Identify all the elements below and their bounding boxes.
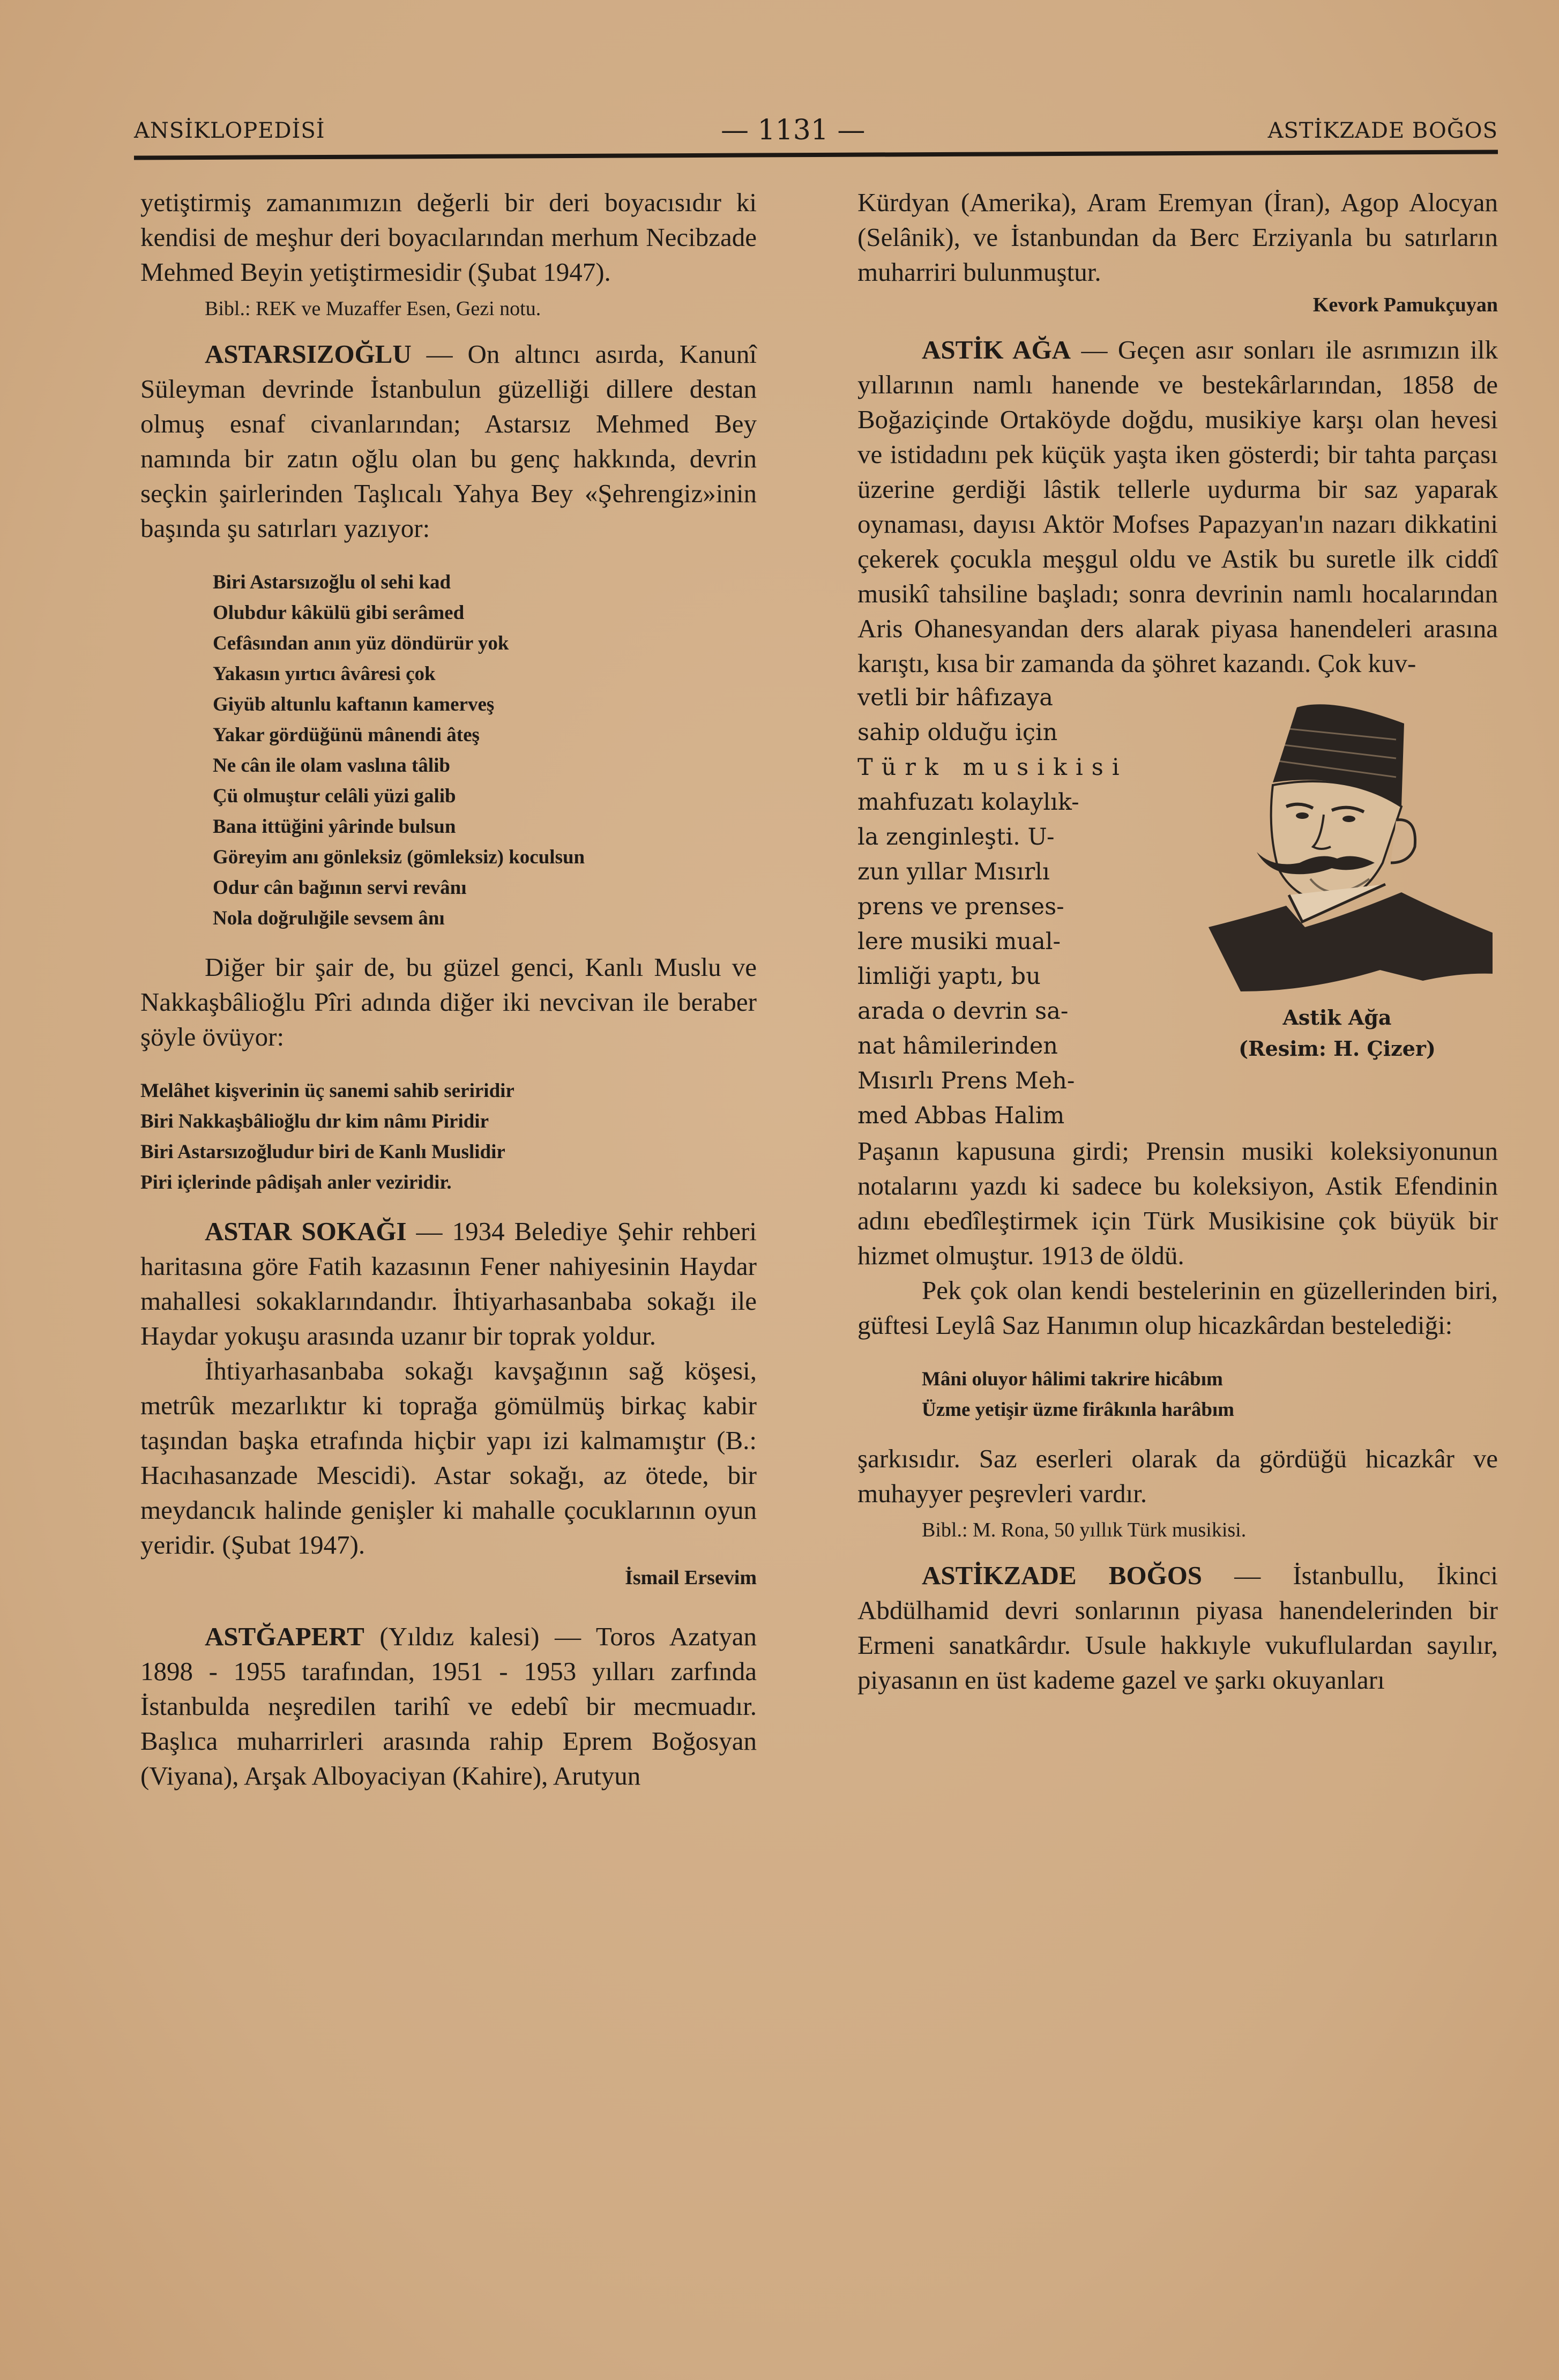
entry-text: — Geçen asır sonları ile asrımızın ilk yıllarının namlı hanende ve bestekârlarından, 1858 de Boğaziçinde Ortaköyde doğdu, musikiye karşı olan hevesi ve istidadını pek küçük yaşta iken gösterdi; bir tahta parçası üzerine gerdiği lâstik tellerle uydurma bir saz yaparak oynaması, dayısı Aktör Mofses Papazyan'ın nazarı dikkatini çekerek çocukla meşgul oldu ve Astik bu suretle ilk ciddî musikî tahsiline başladı; sonra devrinin namlı hocalarından Aris Ohanesyandan ders alarak piyasa hanendeleri arasına karıştı, kısa bir zamanda da şöhret kazandı. Çok kuv- <box>857 335 1498 678</box>
text-line: mahfuzatı kolaylık- <box>857 789 1079 816</box>
verse-line: Giyüb altunlu kaftanın kamerveş <box>213 693 495 715</box>
text-line: arada o devrin sa- <box>857 998 1069 1025</box>
entry-headword: ASTĞAPERT <box>205 1622 364 1651</box>
running-header <box>134 110 1498 153</box>
entry-astik-aga <box>857 332 1498 681</box>
text-line: med Abbas Halim <box>857 1102 1065 1129</box>
paragraph: şarkısıdır. Saz eserleri olarak da gördüğü hicazkâr ve muhayyer peşrevleri vardır. <box>857 1444 1498 1508</box>
text-line: nat hâmilerinden <box>857 1033 1058 1060</box>
verse-block <box>140 1076 757 1198</box>
entry-text: — İstanbullu, İkinci Abdülhamid devri sonlarının piyasa hanendelerinden bir Ermeni sanatkârdır. Usule hakkıyle vukuflulardan sayılır, piyasanın en üst kademe gazel ve şarkı okuyanları <box>857 1561 1498 1695</box>
verse-line: Yakasın yırtıcı âvâresi çok <box>213 663 436 685</box>
verse-line: Bana ittüğini yârinde bulsun <box>213 816 456 838</box>
text-line: prens ve prenses- <box>857 893 1064 920</box>
verse-line: Mâni oluyor hâlimi takrire hicâbım <box>922 1368 1223 1390</box>
text-line: Mısırlı Prens Meh- <box>857 1068 1075 1094</box>
entry-astar-sokagi <box>140 1214 757 1353</box>
entry-headword: ASTARSIZOĞLU <box>205 339 412 369</box>
verse-line: Piri içlerinde pâdişah anler veziridir. <box>140 1172 452 1193</box>
verse-line: Biri Nakkaşbâlioğlu dır kim nâmı Piridir <box>140 1110 489 1132</box>
narrow-text-block <box>857 681 1179 1133</box>
header-left-title: ANSİKLOPEDİSİ <box>134 118 325 143</box>
bibliography: Bibl.: M. Rona, 50 yıllık Türk musikisi. <box>922 1519 1247 1541</box>
paragraph: İhtiyarhasanbaba sokağı kavşağının sağ köşesi, metrûk mezarlıktır ki toprağa gömülmüş birkaç kabir taşından başka etrafında hiçbir yapı izi kalmamıştır (B.: Hacıhasanzade Mescidi). Astar sokağı, az ötede, bir meydancık halinde genişler ki mahalle çocuklarının oyun yeridir. (Şubat 1947). <box>140 1356 757 1560</box>
paragraph: Diğer bir şair de, bu güzel genci, Kanlı Muslu ve Nakkaşbâlioğlu Pîri adında diğer iki nevcivan ile beraber şöyle övüyor: <box>140 952 757 1051</box>
text-line: vetli bir hâfızaya <box>857 684 1053 711</box>
paragraph: Pek çok olan kendi bestelerinin en güzellerinden biri, güftesi Leylâ Saz Hanımın olup hicazkârdan bestelediği: <box>857 1275 1498 1340</box>
bibliography: Bibl.: REK ve Muzaffer Esen, Gezi notu. <box>205 297 541 320</box>
verse-line: Olubdur kâkülü gibi serâmed <box>213 602 465 624</box>
entry-headword: ASTİKZADE BOĞOS <box>922 1561 1203 1590</box>
entry-text: — 1934 Belediye Şehir rehberi haritasına göre Fatih kazasının Fener nahiyesinin Haydar mahallesi sokaklarındandır. İhtiyarhasanbaba sokağı ile Haydar yokuşu arasında uzanır bir toprak yoldur. <box>140 1217 757 1351</box>
header-right-title: ASTİKZADE BOĞOS <box>1267 118 1498 143</box>
caption-credit: (Resim: H. Çizer) <box>1239 1036 1436 1061</box>
entry-text: (Yıldız kalesi) — Toros Azatyan 1898 - 1955 tarafından, 1951 - 1953 yılları zarfında İstanbulda neşredilen tarihî ve edebî bir mecmuadır. Başlıca muharrirleri arasında rahip Eprem Boğosyan (Viyana), Arşak Alboyaciyan (Kahire), Arutyun <box>140 1622 757 1790</box>
page-number: — 1131 — <box>721 114 866 146</box>
text-line: lere musiki mual- <box>857 928 1061 955</box>
text-line: sahip olduğu için <box>857 719 1058 746</box>
verse-line: Cefâsından anın yüz döndürür yok <box>213 632 509 654</box>
entry-astgapert <box>140 1619 757 1793</box>
entry-text: — On altıncı asırda, Kanunî Süleyman devrinde İstanbulun güzelliği dillere destan olmuş esnaf civanlarından; Astarsız Mehmed Bey namında bir zatın oğlu olan bu genç hakkında, devrin seçkin şairlerinden Taşlıcalı Yahya Bey «Şehrengiz»inin başında şu satırları yazıyor: <box>140 339 757 543</box>
text-line: limliği yaptı, bu <box>857 963 1041 990</box>
entry-astikzade-bogos <box>857 1558 1498 1697</box>
left-column <box>140 185 757 1793</box>
verse-line: Melâhet kişverinin üç sanemi sahib seriridir <box>140 1080 514 1102</box>
portrait-caption <box>1209 1002 1466 1064</box>
right-column <box>857 185 1498 1697</box>
verse-line: Göreyim anı gönleksiz (gömleksiz) koculsun <box>213 846 585 868</box>
paragraph: Kürdyan (Amerika), Aram Eremyan (İran), Agop Alocyan (Selânik), ve İstanbundan da Berc Erziyanla bu satırların muharriri bulunmuştur. <box>857 188 1498 287</box>
entry-headword: ASTAR SOKAĞI <box>205 1217 407 1246</box>
verse-line: Nola doğrulığile sevsem ânı <box>213 907 445 929</box>
verse-block <box>140 567 757 934</box>
verse-line: Biri Astarsızoğludur biri de Kanlı Muslidir <box>140 1141 505 1163</box>
text-line: zun yıllar Mısırlı <box>857 859 1050 885</box>
verse-line: Biri Astarsızoğlu ol sehi kad <box>213 571 451 593</box>
text-with-portrait <box>857 681 1498 1133</box>
verse-line: Üzme yetişir üzme firâkınla harâbım <box>922 1399 1235 1421</box>
author-signature: İsmail Ersevim <box>625 1566 757 1589</box>
paragraph: Paşanın kapusuna girdi; Prensin musiki koleksiyonunun notalarını yazdı ki sadece bu koleksiyon, Astik Efendinin adını ebedîleştirmek için Türk Musikisine çok büyük bir hizmet olmuştur. 1913 de öldü. <box>857 1136 1498 1270</box>
caption-title: Astik Ağa <box>1282 1005 1392 1029</box>
portrait-illustration <box>1192 691 1493 1024</box>
verse-line: Çü olmuştur celâli yüzi galib <box>213 785 456 807</box>
verse-line: Yakar gördüğünü mânendi âteş <box>213 724 480 746</box>
verse-block <box>857 1364 1498 1425</box>
verse-line: Odur cân bağının servi revânı <box>213 877 467 899</box>
text-line: la zenginleşti. U- <box>857 824 1055 850</box>
author-signature: Kevork Pamukçuyan <box>1312 294 1498 316</box>
paragraph: yetiştirmiş zamanımızın değerli bir deri boyacısıdır ki kendisi de meşhur deri boyacılarından merhum Necibzade Mehmed Beyin yetiştirmesidir (Şubat 1947). <box>140 188 757 287</box>
entry-headword: ASTİK AĞA <box>922 335 1071 364</box>
verse-line: Ne cân ile olam vaslına tâlib <box>213 755 450 777</box>
entry-astarsizoglu <box>140 337 757 546</box>
text-line: Türk musikisi <box>857 754 1128 781</box>
